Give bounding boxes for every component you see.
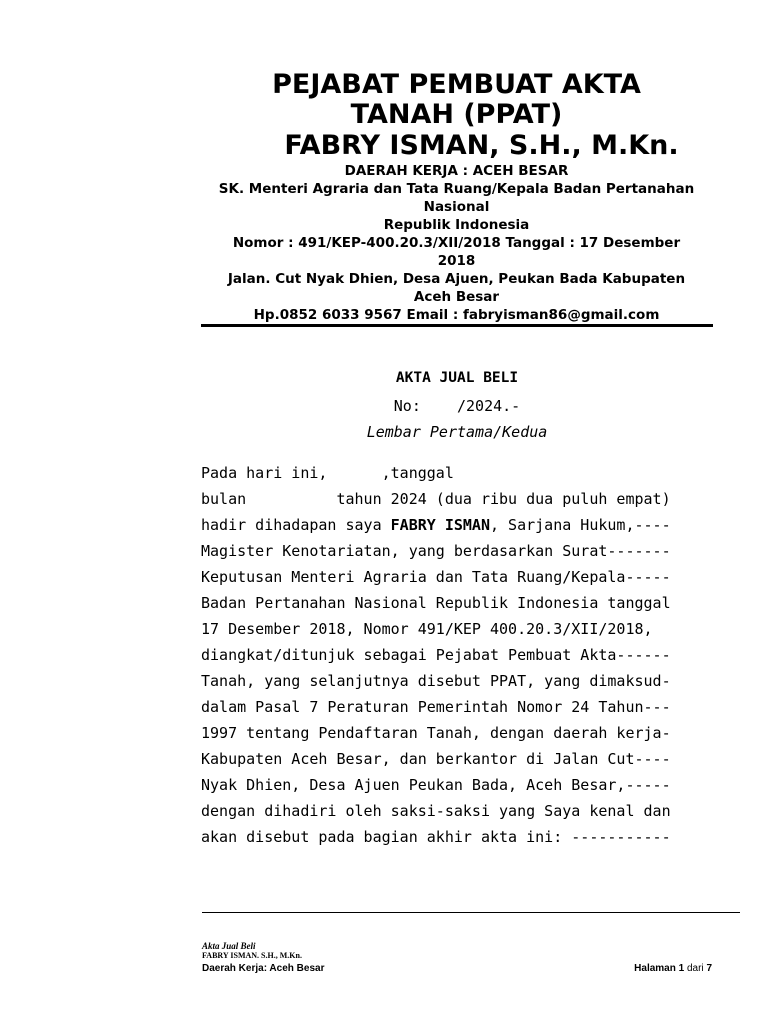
body-line: dalam Pasal 7 Peraturan Pemerintah Nomor 24 Tahun---	[201, 698, 671, 716]
letterhead-work-area: DAERAH KERJA : ACEH BESAR	[344, 163, 569, 179]
footer-doc-title: Akta Jual Beli	[202, 941, 256, 951]
body-line: Keputusan Menteri Agraria dan Tata Ruang/Kepala-----	[201, 568, 671, 586]
body-line: Magister Kenotariatan, yang berdasarkan Surat-------	[201, 542, 671, 560]
body-line: 17 Desember 2018, Nomor 491/KEP 400.20.3/XII/2018,	[201, 620, 653, 638]
letterhead-name: FABRY ISMAN, S.H., M.Kn.	[284, 130, 679, 161]
letterhead-title-line2: TANAH (PPAT)	[350, 99, 563, 130]
document-sheet: Lembar Pertama/Kedua	[366, 423, 548, 441]
body-text: , Sarjana Hukum,----	[490, 516, 671, 534]
letterhead-address-line2: Aceh Besar	[413, 289, 500, 305]
footer-divider	[202, 912, 740, 913]
body-line: Pada hari ini, ,tanggal	[201, 464, 454, 482]
ppat-name-bold: FABRY ISMAN	[390, 516, 490, 534]
letterhead-address-line1: Jalan. Cut Nyak Dhien, Desa Ajuen, Peukan Bada Kabupaten	[227, 271, 686, 287]
page-label: Halaman	[634, 963, 676, 974]
letterhead-divider	[201, 324, 713, 327]
letterhead-contact: Hp.0852 6033 9567 Email : fabryisman86@gmail.com	[253, 307, 660, 323]
body-line: Nyak Dhien, Desa Ajuen Peukan Bada, Aceh Besar,-----	[201, 776, 671, 794]
page-of: dari	[686, 963, 704, 974]
body-line: akan disebut pada bagian akhir akta ini: -----------	[201, 828, 671, 846]
letterhead-sk-line1: SK. Menteri Agraria dan Tata Ruang/Kepala Badan Pertanahan	[218, 181, 695, 197]
page-current: 1	[678, 963, 685, 974]
document-number: No: /2024.-	[393, 397, 521, 415]
letterhead-sk-line3: Republik Indonesia	[383, 217, 530, 233]
letterhead-sk-line2: Nasional	[423, 199, 490, 215]
footer-page-number	[634, 963, 712, 974]
body-line	[201, 512, 713, 538]
document-body	[201, 460, 713, 850]
footer-ppat-name: FABRY ISMAN. S.H., M.Kn.	[202, 951, 302, 960]
body-line: Tanah, yang selanjutnya disebut PPAT, yang dimaksud-	[201, 672, 671, 690]
body-line: 1997 tentang Pendaftaran Tanah, dengan daerah kerja-	[201, 724, 671, 742]
body-line: diangkat/ditunjuk sebagai Pejabat Pembuat Akta------	[201, 646, 671, 664]
body-line: Badan Pertanahan Nasional Republik Indonesia tanggal	[201, 594, 671, 612]
body-text: hadir dihadapan saya	[201, 516, 391, 534]
letterhead-title-line1: PEJABAT PEMBUAT AKTA	[272, 69, 641, 100]
document-title: AKTA JUAL BELI	[395, 370, 519, 386]
letterhead	[200, 70, 713, 324]
footer-work-area: Daerah Kerja: Aceh Besar	[202, 963, 325, 974]
letterhead-decree-number: Nomor : 491/KEP-400.20.3/XII/2018 Tanggal : 17 Desember	[232, 235, 681, 251]
letterhead-decree-year: 2018	[437, 253, 476, 269]
body-line: Kabupaten Aceh Besar, dan berkantor di Jalan Cut----	[201, 750, 671, 768]
page-total: 7	[706, 963, 712, 974]
body-line: dengan dihadiri oleh saksi-saksi yang Saya kenal dan	[201, 802, 671, 820]
body-line: bulan tahun 2024 (dua ribu dua puluh empat)	[201, 490, 671, 508]
